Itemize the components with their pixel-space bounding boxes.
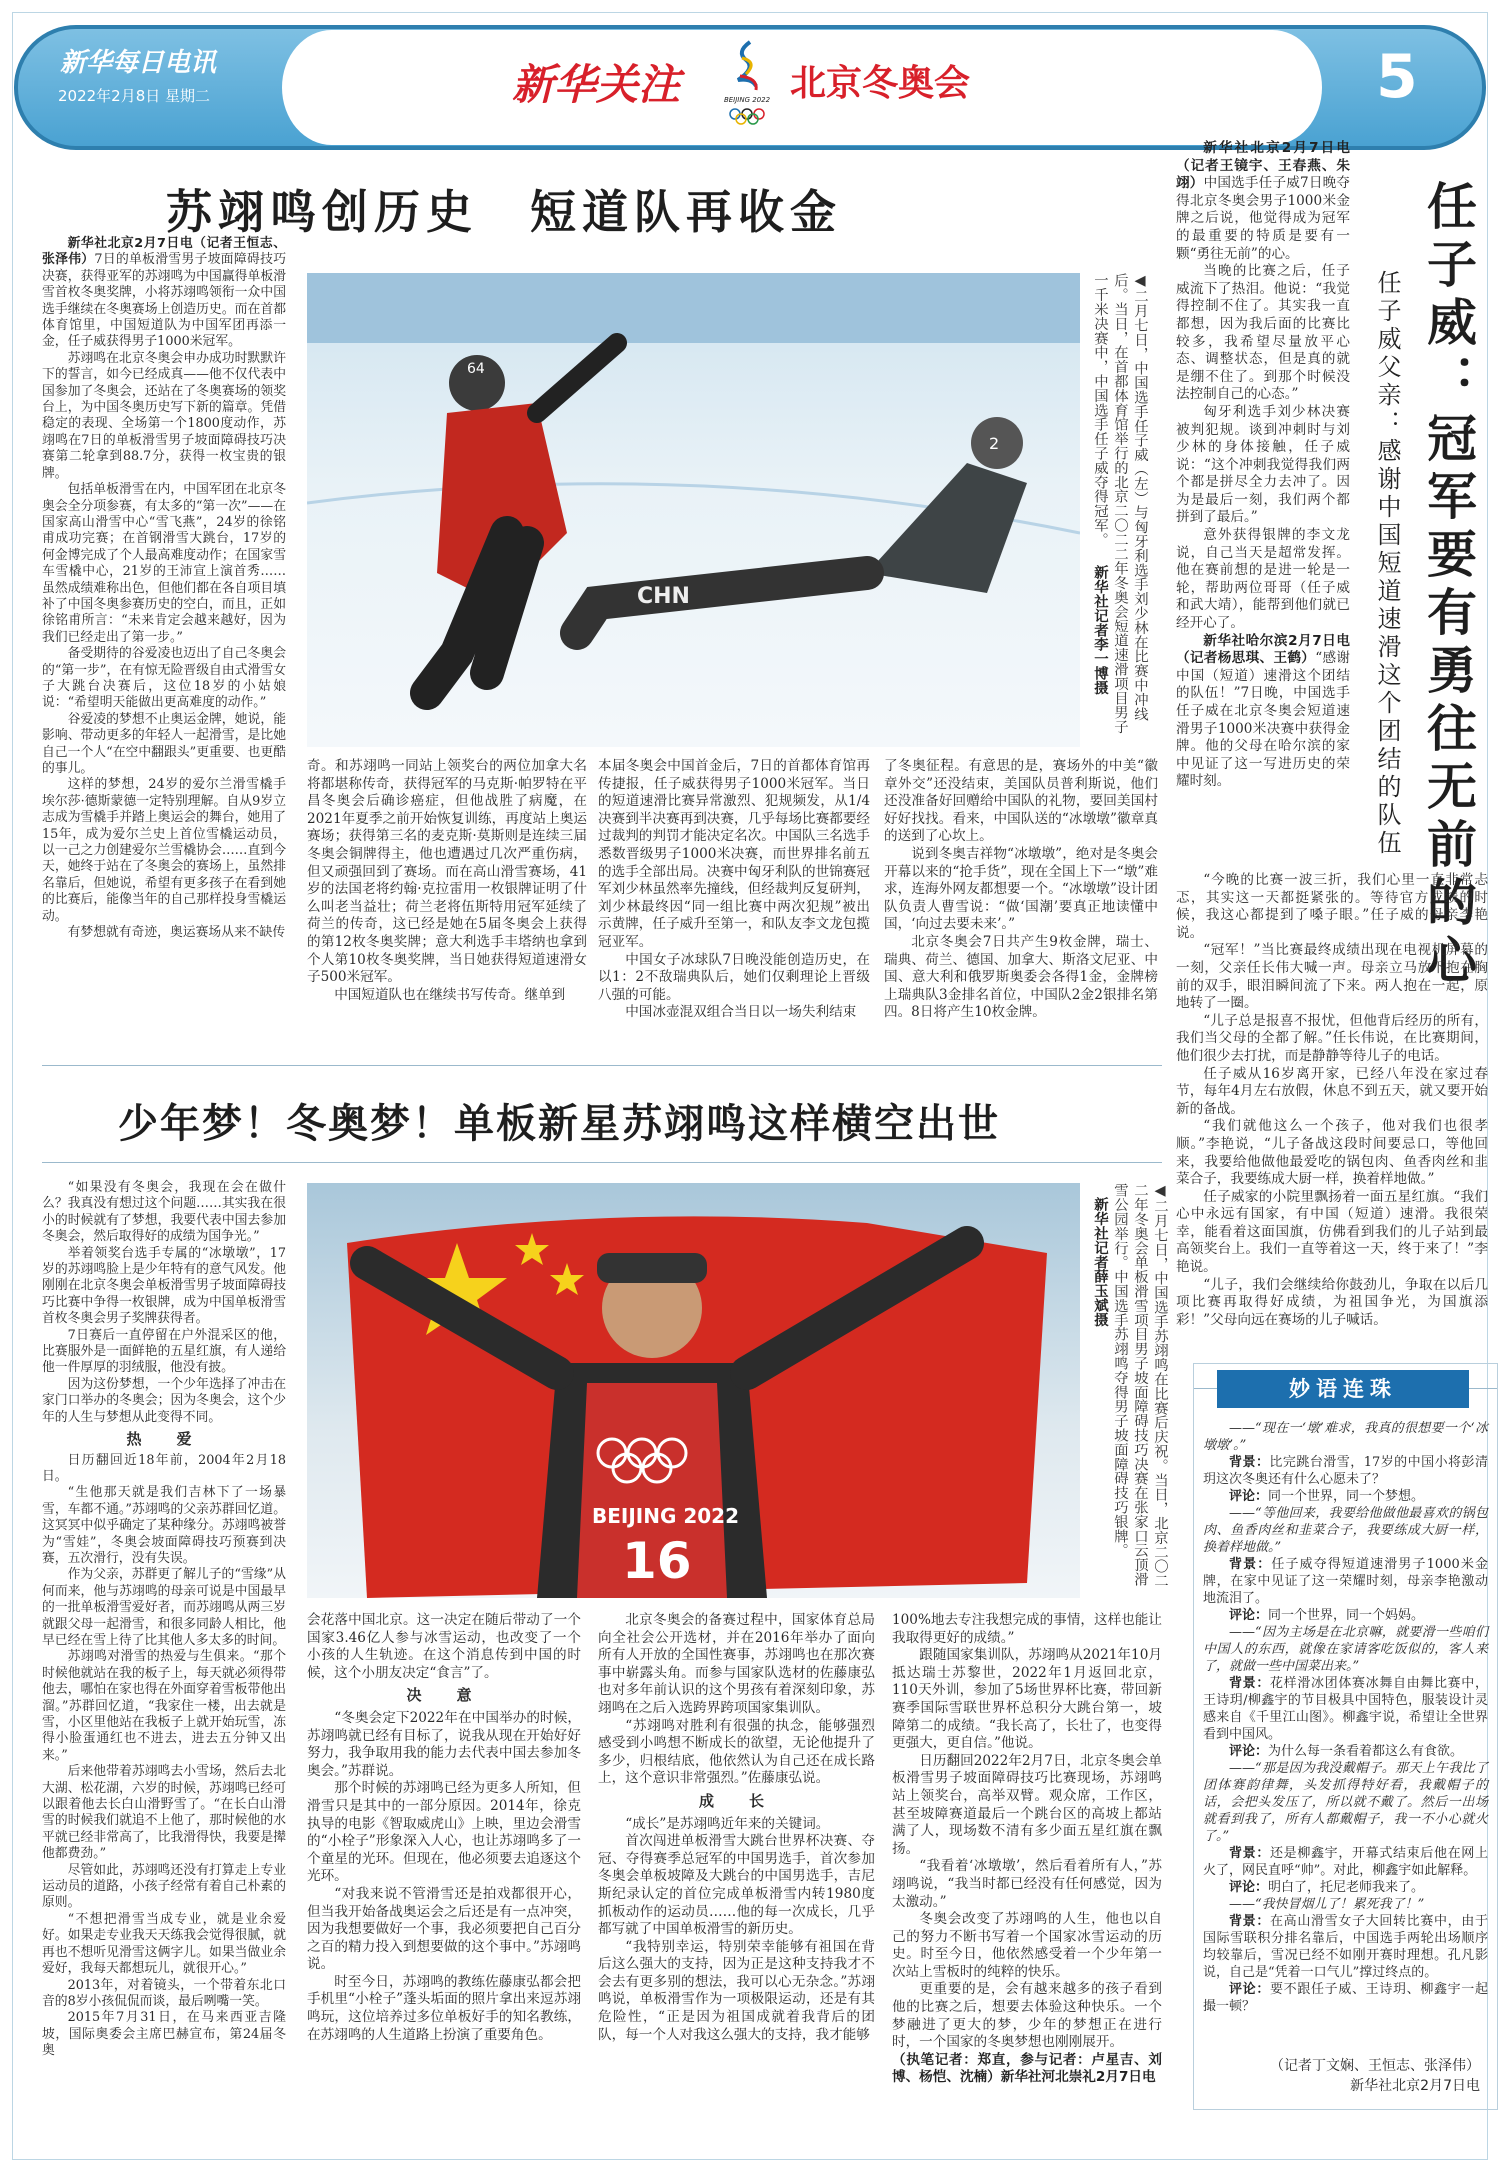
paragraph — [1176, 1118, 1488, 1188]
paragraph-text: “我看着‘冰墩墩’，然后看着所有人，”苏翊鸣说，“我当时都已经没有任何感觉，因为太激动。” — [892, 1858, 1162, 1910]
paragraph — [42, 482, 286, 646]
paragraph — [598, 1939, 875, 2045]
paragraph — [1203, 1743, 1488, 1760]
paragraph — [598, 1816, 875, 1834]
paragraph-text: 花样滑冰团体赛冰舞自由舞比赛中，王诗玥/柳鑫宇的节目极具中国特色，服装设计灵感来自《千里江山图》。柳鑫宇说，希望让全世界看到中国风。 — [1203, 1676, 1488, 1742]
paragraph-text: 那个时候的苏翊鸣已经为更多人所知，但滑雪只是其中的一部分原因。2014年，徐克执导的电影《智取威虎山》上映，里边会滑雪的“小栓子”形象深入人心，也让苏翊鸣多了一个童星的光环。但现在，他必须要去追逐这个光环。 — [307, 1780, 581, 1885]
paragraph-text: 中国女子冰球队7日晚没能创造历史，在以1：2不敌瑞典队后，她们仅剩理论上晋级八强的可能。 — [598, 951, 870, 1003]
lead-in: 评论： — [1229, 1744, 1269, 1759]
paragraph-text: 任子威从16岁离开家，已经八年没在家过春节，每年4月左右放假，休息不到五天，就又要开始新的备战。 — [1176, 1065, 1488, 1117]
paragraph-text: “成长”是苏翊鸣近年来的关键词。 — [625, 1815, 830, 1832]
paragraph-text: 中国冰壶混双组合当日以一场失利结束 — [625, 1004, 857, 1021]
paragraph — [42, 1377, 286, 1426]
lead-in: 新华社哈尔滨2月7日电（记者杨思琪、王鹤） — [1176, 632, 1350, 667]
dateline: 新华社北京2月7日电 — [1350, 2078, 1480, 2094]
suit-text: CHN — [637, 584, 690, 609]
paragraph-text: “如果没有冬奥会，我现在会在做什么？我真没有想过这个问题……其实我在很小的时候就有了梦想，我要代表中国去参加冬奥会，然后取得好的成绩为国争光。” — [42, 1180, 286, 1245]
paragraph — [884, 758, 1158, 846]
paragraph-text: 在高山滑雪女子大回转比赛中，由于国际雪联积分排名靠后，中国选手两轮出场顺序均较靠后，雪况已经不如刚开赛时理想。孔凡影说，自己是“凭着一口气儿”撑过终点的。 — [1203, 1914, 1488, 1980]
paragraph — [1203, 1454, 1488, 1488]
paragraph-text: 明白了，托尼老师我来了。 — [1268, 1880, 1425, 1895]
section-title: 北京冬奥会 — [790, 63, 971, 104]
photo-credit: 新华社记者薛玉斌摄 — [1092, 1197, 1108, 1327]
paragraph — [1203, 1488, 1488, 1505]
paragraph — [42, 1863, 286, 1912]
subheading: 热 爱 — [126, 1430, 202, 1449]
paragraph — [42, 1764, 286, 1862]
lead-in: 新华社北京2月7日电（记者王镜宇、王春燕、朱翊） — [1176, 140, 1350, 192]
paragraph — [42, 1180, 286, 1246]
paragraph-text: 苏翊鸣对滑雪的热爱与生俱来。“那个时候他就站在我的板子上，每天就必须得带他去，哪怕在家也得在外面穿着雪板带他出溜。”苏群回忆道，“我家住一楼，出去就是雪，小区里他站在我板子上就开始玩雪，冻得小脸蛋通红也不进去，进去五分钟又出来。” — [42, 1649, 286, 1763]
subheading: 成 长 — [698, 1791, 774, 1810]
lead-in: 评论： — [1229, 1608, 1269, 1623]
paragraph — [1176, 404, 1350, 527]
paragraph — [307, 758, 587, 987]
paragraph — [42, 1567, 286, 1649]
story3-column-2 — [307, 1612, 581, 2044]
paragraph-text: 2013年，对着镜头，一个带着东北口音的8岁小孩侃侃而谈，最后咧嘴一笑。 — [42, 1977, 286, 2009]
helmet-number: 2 — [989, 434, 1000, 453]
paragraph — [892, 1911, 1162, 1981]
story3-headline: 少年梦！冬奥梦！单板新星苏翊鸣这样横空出世 — [118, 1100, 1000, 1147]
paragraph-text: 7日的单板滑雪男子坡面障碍技巧决赛，获得亚军的苏翊鸣为中国赢得单板滑雪首枚冬奥奖牌，小将苏翊鸣领衔一众中国选手继续在冬奥赛场上创造历史。而在首都体育馆里，中国短道队为中国军团再添一金，任子威获得男子1000米冠军。 — [42, 252, 286, 350]
paragraph — [42, 1328, 286, 1377]
paragraph-text: 要不跟任子威、王诗玥、柳鑫宇一起撮一顿？ — [1203, 1982, 1488, 2014]
paragraph — [307, 1780, 581, 1886]
paragraph-text: 中国选手任子威7日晚夺得北京冬奥会男子1000米金牌之后说，他觉得成为冠军的最重要的特质是要有一颗“勇往无前”的心。 — [1176, 175, 1350, 262]
helmet-number: 64 — [467, 361, 485, 377]
story1-photo-short-track — [307, 273, 1080, 747]
paragraph — [598, 1833, 875, 1939]
lead-in: 评论： — [1229, 1489, 1269, 1504]
paragraph-text: 北京冬奥会7日共产生9枚金牌，瑞士、瑞典、荷兰、德国、加拿大、斯洛文尼亚、中国、意大利和俄罗斯奥委会各得1金，金牌榜上瑞典队3金排名首位，中国队2金2银排名第四。8日将产生10枚金牌。 — [884, 933, 1158, 1021]
section-brand: 新华关注 — [512, 60, 681, 109]
quotes-byline — [1240, 2056, 1480, 2096]
paragraph — [42, 925, 286, 941]
paragraph-text: 本届冬奥会中国首金后，7日的首都体育馆再传捷报，任子威获得男子1000米冠军。当日的短道速滑比赛异常激烈、犯规频发，从1/4决赛到半决赛再到决赛，几乎每场比赛都要经过裁判的判罚才能决定名次。中国队三名选手悉数晋级男子1000米决赛，而世界排名前五的选手全部出局。决赛中匈牙利队的世锦赛冠军刘少林虽然率先撞线，但经裁判反复研判，刘少林最终因“同一组比赛中两次犯规”被出示黄牌，任子威升至第一，和队友李文龙包揽冠亚军。 — [598, 758, 870, 950]
paragraph-text: 谷爱凌的梦想不止奥运金牌，她说，能影响、带动更多的年轻人一起滑雪，是比她自己一个人“在空中翻跟头”更重要、也更酷的事儿。 — [42, 711, 286, 776]
paragraph-text: “感谢中国（短道）速滑这个团结的队伍！”7日晚，中国选手任子威在北京冬奥会短道速滑男子1000米决赛中获得金牌。他的父母在哈尔滨的家中见证了这一写进历史的荣耀时刻。 — [1176, 650, 1351, 790]
story3-photo-caption — [1090, 1183, 1170, 1598]
paragraph — [1203, 1607, 1488, 1624]
paragraph — [42, 1485, 286, 1567]
paragraph — [42, 236, 286, 351]
bib-text: BEIJING 2022 — [592, 1504, 740, 1528]
emblem-text: BEIJING 2022 — [723, 96, 771, 104]
paragraph — [42, 1246, 286, 1328]
story1-column-4 — [884, 758, 1158, 1022]
paragraph-text: 首次闯进单板滑雪大跳台世界杯决赛、夺冠、夺得赛季总冠军的中国男选手，首次参加冬奥会单板坡障及大跳台的中国男选手，吉尼斯纪录认定的首位完成单板滑雪内转1980度抓板动作的运动员……他的每一次成长，几乎都写就了中国单板滑雪的新历史。 — [598, 1833, 875, 1938]
paragraph-text: 意外获得银牌的李文龙说，自己当天是超常发挥。他在赛前想的是进一轮是一轮，帮助两位哥哥（任子威和武大靖），能帮到他们就已经开心了。 — [1176, 527, 1350, 632]
paragraph — [598, 1004, 870, 1022]
paragraph — [598, 758, 870, 952]
paragraph-text: 因为这份梦想，一个少年选择了冲击在家门口举办的冬奥会；因为冬奥会，这个少年的人生与梦想从此变得不同。 — [42, 1376, 286, 1425]
paragraph-text: “生他那天就是我们吉林下了一场暴雪，车都不通。”苏翊鸣的父亲苏群回忆道。这冥冥中似乎确定了某种缘分。苏翊鸣被誉为“雪娃”，冬奥会坡面障碍技巧预赛到决赛，五次滑行，没有失误。 — [42, 1485, 286, 1566]
paragraph-text: 中国短道队也在继续书写传奇。继单到 — [334, 986, 566, 1003]
paragraph — [1176, 1066, 1488, 1119]
paragraph-text: 为什么每一条看着都这么有食欲。 — [1268, 1744, 1464, 1759]
lead-in: 评论： — [1229, 1880, 1269, 1895]
paragraph-text: 当晚的比赛之后，任子威流下了热泪。他说：“我觉得控制不住了。其实我一直都想，因为我后面的比赛比较多，我希望尽量放平心态、调整状态，但是真的就是绷不住了。到那个时候没法控制自己的心态。” — [1176, 263, 1350, 403]
paragraph — [307, 1886, 581, 1974]
paragraph — [42, 1912, 286, 1978]
paragraph: ——“等他回来，我要给他做他最喜欢的锅包肉、鱼香肉丝和韭菜合子，我要练成大厨一样，换着样地做。” — [1203, 1506, 1488, 1555]
page-number: 5 — [1376, 42, 1418, 112]
paragraph: ——“现在一‘墩’难求，我真的很想要一个‘冰墩墩’。” — [1203, 1421, 1488, 1453]
paragraph — [892, 1981, 1162, 2051]
paragraph-text: 会花落中国北京。这一决定在随后带动了一个国家3.46亿人参与冰雪运动，也改变了一个小孩的人生轨迹。在这个消息传到中国的时候，这个小朋友决定“食言”了。 — [307, 1612, 581, 1681]
paragraph-text: 任子威夺得短道速滑男子1000米金牌，在家中见证了这一荣耀时刻，母亲李艳激动地流泪了。 — [1203, 1557, 1488, 1606]
paragraph-text: “对我来说不管滑雪还是拍戏都很开心，但当我开始备战奥运会之后还是有一点冲突，因为我想要做好一个事，我必须要把自己百分之百的精力投入到想要做的这个事中。”苏翊鸣说。 — [307, 1885, 581, 1973]
paragraph-text: 同一个世界，同一个妈妈。 — [1268, 1608, 1425, 1623]
paragraph — [1203, 1913, 1488, 1981]
paragraph-text: 北京冬奥会的备赛过程中，国家体育总局向全社会公开选材，并在2016年举办了面向所有人开放的全国性赛事，苏翊鸣也在那次赛事中崭露头角。而参与国家队选材的佐藤康弘也对多年前认识的这个男孩有着深刻印象，苏翊鸣在之后入选跨界跨项国家集训队。 — [598, 1612, 875, 1716]
paragraph-text: 了冬奥征程。有意思的是，赛场外的中美“徽章外交”还没结束，美国队员普利斯说，他们还没准备好回赠给中国队的礼物，要回美国村好好找找。看来，中国队送的“冰墩墩”徽章真的送到了心坎上。 — [884, 758, 1158, 845]
paragraph-text: 任子威家的小院里飘扬着一面五星红旗。“我们心中永远有国家，有中国（短道）速滑。我很荣幸，能看着这面国旗，仿佛看到我们的儿子站到最高领奖台上。我们一直等着这一天，终于来了！”李艳说。 — [1176, 1188, 1488, 1276]
paragraph-text: 跟随国家集训队，苏翊鸣从2021年10月抵达瑞士苏黎世，2022年1月返回北京，110天外训，参加了5场世界杯比赛，带回新赛季国际雪联世界杯总积分大跳台第一，坡障第二的成绩。“我长高了，长壮了，也变得更强大，更自信。”他说。 — [892, 1647, 1162, 1752]
paragraph — [1203, 1879, 1488, 1896]
paragraph-text: 日历翻回近18年前，2004年2月18日。 — [42, 1452, 286, 1484]
paragraph-text: 7日赛后一直停留在户外混采区的他，比赛服外是一面鲜艳的五星红旗，有人递给他一件厚厚的羽绒服，他没有披。 — [42, 1327, 286, 1376]
paragraph-text: “儿子总是报喜不报忧，但他背后经历的所有，我们当父母的全都了解。”任长伟说，在比赛期间，他们很少去打扰，而是静静等待儿子的电话。 — [1176, 1012, 1488, 1064]
story2-wide-column — [1176, 872, 1488, 1329]
story3-column-3 — [598, 1612, 875, 2044]
paragraph-text: 同一个世界，同一个梦想。 — [1268, 1489, 1425, 1504]
lead-in: 背景： — [1229, 1557, 1272, 1572]
story1-column-3 — [598, 758, 870, 1022]
lead-in: （执笔记者：郑直，参与记者：卢星吉、刘博、杨恺、沈楠）新华社河北崇礼2月7日电 — [892, 2051, 1162, 2086]
paragraph — [1176, 1013, 1488, 1066]
paragraph — [42, 1453, 286, 1486]
paragraph-text: 举着领奖台选手专属的“冰墩墩”，17岁的苏翊鸣脸上是少年特有的意气风发。他刚刚在北京冬奥会单板滑雪男子坡面障碍技巧比赛中争得一枚银牌，成为中国单板滑雪首枚冬奥会男子奖牌获得者。 — [42, 1245, 286, 1327]
paragraph-text: “儿子，我们会继续给你鼓劲儿，争取在以后几项比赛再取得好成绩，为祖国争光，为国旗添彩！”父母向远在赛场的儿子喊话。 — [1176, 1276, 1488, 1328]
paragraph: ——“因为主场是在北京嘛，就要滑一些咱们中国人的东西，就像在家请客吃饭似的，客人来了，就做一些中国菜出来。” — [1203, 1625, 1488, 1674]
paragraph-text: 还是柳鑫宇，开幕式结束后他在网上火了，网民直呼“帅”。对此，柳鑫宇如此解释。 — [1203, 1846, 1488, 1878]
paragraph — [1176, 1277, 1488, 1330]
paragraph-text: 奇。和苏翊鸣一同站上领奖台的两位加拿大名将都堪称传奇，获得冠军的马克斯·帕罗特在平昌冬奥会后确诊癌症，但他战胜了病魔，在2021年夏季之前开始恢复训练，再度站上奥运赛场；获得第三名的麦克斯·莫斯则是连续三届冬奥会铜牌得主，他也遭遇过几次严重伤病，但又顽强回到了赛场。而在高山滑雪赛场，41岁的法国老将约翰·克拉雷用一枚银牌证明了什么叫老当益壮；荷兰老将伍斯特用冠军延续了荷兰的传奇，这已经是她在5届冬奥会上获得的第12枚冬奥奖牌；意大利选手丰塔纳也拿到个人第10枚冬奥奖牌，当日她获得短道速滑女子500米冠军。 — [307, 758, 587, 986]
beijing-2022-emblem-icon — [722, 38, 772, 138]
paragraph-text: 有梦想就有奇迹，奥运赛场从来不缺传 — [67, 925, 286, 941]
paragraph-text: 匈牙利选手刘少林决赛被判犯规。谈到冲刺时与刘少林的身体接触，任子威说：“这个冲刺我觉得我们两个都是拼尽全力去冲了。因为是最后一刻，我们两个都拼到了最后。” — [1176, 403, 1350, 526]
paragraph-text: 尽管如此，苏翊鸣还没有打算走上专业运动员的道路，小孩子经常有着自己朴素的原则。 — [42, 1862, 286, 1911]
quotes-title: 妙语连珠 — [1217, 1370, 1469, 1408]
paragraph — [884, 846, 1158, 934]
paragraph — [1203, 1675, 1488, 1743]
paragraph — [1203, 1845, 1488, 1879]
story3-photo-snowboarder-flag — [307, 1183, 1080, 1598]
lead-in: 背景： — [1229, 1846, 1270, 1861]
paragraph — [1203, 1556, 1488, 1607]
story1-column-1 — [42, 236, 286, 941]
story3-column-1 — [42, 1180, 286, 2060]
paragraph-text: “今晚的比赛一波三折，我们心里一直非常忐忑，其实这一天都挺紧张的。等待官方成绩的时候，我这心都提到了嗓子眼。”任子威的母亲李艳说。 — [1176, 872, 1488, 941]
paragraph-text: 100%地去专注我想完成的事情，这样也能让我取得更好的成绩。” — [892, 1612, 1162, 1646]
story3-column-4 — [892, 1612, 1162, 2087]
paragraph — [1176, 263, 1350, 404]
paragraph — [42, 351, 286, 482]
paragraph — [42, 646, 286, 712]
paragraph-text: 比完跳台滑雪，17岁的中国小将彭清玥这次冬奥还有什么心愿未了？ — [1203, 1455, 1488, 1487]
paragraph — [1203, 1981, 1488, 2015]
paragraph-text: 这样的梦想，24岁的爱尔兰滑雪橇手埃尔莎·德斯蒙德一定特别理解。自从9岁立志成为雪橇手并踏上奥运会的舞台，她用了15年，成为爱尔兰史上首位雪橇运动员，以一己之力创建爱尔兰雪橇协会……直到今天，她终于站在了冬奥会的赛场上，虽然排名靠后，但她说，希望有更多孩子在看到她的比赛后，能像当年的自己那样投身雪橇运动。 — [42, 777, 286, 924]
paragraph-text: “冠军！”当比赛最终成绩出现在电视机屏幕的一刻，父亲任长伟大喊一声。母亲立马放下抱在胸前的双手，眼泪瞬间流了下来。两人抱在一起，原地转了一圈。 — [1176, 942, 1488, 1012]
paragraph — [307, 1612, 581, 1682]
skater-right — [577, 417, 1027, 633]
lead-in: 背景： — [1229, 1676, 1270, 1691]
paragraph-text: 冬奥会改变了苏翊鸣的人生，他也以自己的努力不断书写着一个国家冰雪运动的历史。时至今日，他依然感受着一个少年第一次站上雪板时的纯粹的快乐。 — [892, 1911, 1162, 1980]
paragraph-text: 作为父亲，苏群更了解儿子的“雪缘”从何而来，他与苏翊鸣的母亲可说是中国最早的一批单板滑雪爱好者，而苏翊鸣从两三岁就跟父母一起滑雪，和很多同龄人相比，他早已经在雪上待了比其他人多太多的时间。 — [42, 1567, 286, 1648]
issue-date: 2022年2月8日 星期二 — [58, 87, 211, 105]
paragraph — [598, 1612, 875, 1718]
caption-text: ◀二月七日，中国选手苏翊鸣在比赛后庆祝。当日，北京二〇二二年冬奥会单板滑雪项目男子坡面障碍技巧决赛在张家口云顶滑雪公园举行。中国选手苏翊鸣夺得男子坡面障碍技巧银牌。 — [1112, 1183, 1168, 1588]
paragraph — [307, 1710, 581, 1780]
paragraph: ——“我快冒烟儿了！累死我了！” — [1229, 1897, 1425, 1912]
paragraph — [892, 1612, 1162, 1647]
paragraph-text: 时至今日，苏翊鸣的教练佐藤康弘都会把手机里“小栓子”蓬头垢面的照片拿出来逗苏翊鸣玩，这位培养过多位单板好手的知名教练，在苏翊鸣的人生道路上扮演了重要角色。 — [307, 1973, 581, 2043]
lead-in: 新华社北京2月7日电（记者王恒志、张泽伟） — [42, 236, 286, 268]
paragraph — [884, 934, 1158, 1022]
divider — [42, 1065, 1162, 1066]
paragraph — [1176, 633, 1350, 791]
paragraph — [1176, 872, 1488, 942]
paragraph: ——“那是因为我没戴帽子。那天上午我比了团体赛韵律舞，头发抓得特好看，我戴帽子的话，会把头发压了，所以就不戴了。然后一出场就看到我了，所有人都戴帽子，我一不小心就火了。” — [1203, 1761, 1488, 1844]
paragraph — [598, 952, 870, 1005]
story2-subtitle: 任子威父亲：感谢中国短道速滑这个团结的队伍 — [1373, 270, 1401, 858]
paragraph-text: 后来他带着苏翊鸣去小雪场，然后去北大湖、松花湖，六岁的时候，苏翊鸣已经可以跟着他去长白山滑野雪了。“在长白山滑雪的时候我们就追不上他了，那时候他的水平就已经非常高了，比我滑得快，我要是撵他都费劲。” — [42, 1764, 286, 1862]
paragraph — [42, 1649, 286, 1764]
paragraph — [42, 1978, 286, 2011]
story1-headline: 苏翊鸣创历史 短道队再收金 — [166, 185, 842, 239]
paragraph — [307, 987, 587, 1005]
paragraph-text: 备受期待的谷爱凌也迈出了自己冬奥会的“第一步”，在有惊无险晋级自由式滑雪女子大跳台决赛后，这位18岁的小姑娘说：“希望明天能做出更高难度的动作。” — [42, 646, 286, 711]
paragraph — [42, 2010, 286, 2059]
paragraph-text: “冬奥会定下2022年在中国举办的时候，苏翊鸣就已经有目标了，说我从现在开始好好努力，我争取用我的能力去代表中国去参加冬奥会。”苏群说。 — [307, 1709, 581, 1779]
subheading: 决 意 — [406, 1686, 482, 1705]
paragraph-text: “我们就他这么一个孩子，他对我们也很孝顺。”李艳说，“儿子备战这段时间要忌口，等他回来，我要给他做他最爱吃的锅包肉、鱼香肉丝和韭菜合子，我要练成大厨一样，换着样地做。” — [1176, 1118, 1488, 1188]
paragraph-text: “苏翊鸣对胜利有很强的执念，能够强烈感受到小鸣想不断成长的欲望，无论他提升了多少，归根结底，他依然认为自己还在成长路上，这个意识非常强烈。”佐藤康弘说。 — [598, 1717, 875, 1787]
caption-text: ◀二月七日，中国选手任子威（左）与匈牙利选手刘少林在比赛中冲线后。当日，在首都体育馆举行的北京二〇二二年冬奥会短道速滑项目男子一千米决赛中，中国选手任子威夺得冠军。 — [1092, 273, 1148, 734]
paragraph-text: 2015年7月31日，在马来西亚吉隆坡，国际奥委会主席巴赫宣布，第24届冬奥 — [42, 2010, 286, 2059]
paragraph — [42, 777, 286, 925]
paragraph — [598, 1718, 875, 1788]
paragraph — [892, 1858, 1162, 1911]
paragraph — [892, 1753, 1162, 1859]
paragraph-text: “不想把滑雪当成专业，就是业余爱好。如果走专业我天天练我会觉得很腻，就再也不想听见滑雪这俩字儿。如果当做业余爱好，我每天都想玩儿，就很开心。” — [42, 1911, 286, 1977]
paragraph — [1176, 1189, 1488, 1277]
paragraph-text: 日历翻回2022年2月7日，北京冬奥会单板滑雪男子坡面障碍技巧比赛现场，苏翊鸣站上领奖台，高举双臂。观众席，工作区，甚至坡障赛道最后一个跳台区的高坡上都站满了人，现场数不清有多少面五星红旗在飘扬。 — [892, 1752, 1162, 1857]
byline: （记者丁文娴、王恒志、张泽伟） — [1270, 2058, 1480, 2074]
paragraph-text: 苏翊鸣在北京冬奥会申办成功时默默许下的誓言，如今已经成真——他不仅代表中国参加了冬奥会，还站在了冬奥赛场的领奖台上，为中国冬奥历史写下新的篇章。凭借稳定的表现、全场第一个1800度动作，苏翊鸣在7日的单板滑雪男子坡面障碍技巧决赛第二轮拿到88.7分，获得一枚宝贵的银牌。 — [42, 350, 286, 481]
story2-narrow-column — [1176, 140, 1350, 791]
paragraph — [1176, 140, 1350, 263]
rink-boards — [307, 273, 1080, 343]
paragraph-text: 说到冬奥吉祥物“冰墩墩”，绝对是冬奥会开幕以来的“抢手货”，现在全国上下一“墩”难求，连海外网友都想要一个。“冰墩墩”设计团队负责人曹雪说：“做‘国潮’要真正地读懂中国，‘向过去要未来’。” — [884, 845, 1158, 933]
paragraph-text: “我特别幸运，特别荣幸能够有祖国在背后这么强大的支持，因为正是这种支持我才不会去有更多别的想法，我可以心无杂念。”苏翊鸣说，单板滑雪作为一项极限运动，还是有其危险性，“正是因为祖国成就着我背后的团队，每一个人对我这么强大的支持，我才能够 — [598, 1938, 875, 2043]
lead-in: 评论： — [1229, 1982, 1270, 1997]
paragraph-text: 包括单板滑雪在内，中国军团在北京冬奥会全分项参赛，有太多的“第一次”——在国家高山滑雪中心“雪飞燕”，24岁的徐铭甫成功完赛；在首钢滑雪大跳台，17岁的何金博完成了个人最高难度动作；在国家雪车雪橇中心，21岁的王沛宣上演首秀……虽然成绩难称出色，但他们都在各自项目填补了中国冬奥参赛历史的空白，而且，正如徐铭甫所言：“未来肯定会越来越好，因为我们已经走出了第一步。” — [42, 482, 286, 645]
lead-in: 背景： — [1229, 1455, 1270, 1470]
story2-title: 任子威：冠军要有勇往无前的心 — [1419, 180, 1478, 992]
olympic-rings-icon — [730, 109, 764, 124]
paragraph — [892, 2052, 1162, 2087]
lead-in: 背景： — [1229, 1914, 1270, 1929]
paragraph — [1176, 942, 1488, 1012]
divider — [42, 1162, 1162, 1163]
paragraph — [42, 712, 286, 778]
paragraph — [892, 1647, 1162, 1753]
paragraph — [307, 1974, 581, 2044]
story1-column-2 — [307, 758, 587, 1004]
story1-photo-caption — [1090, 273, 1150, 743]
photo-credit: 新华社记者李一博摄 — [1092, 565, 1108, 695]
bib-number: 16 — [622, 1532, 692, 1590]
paragraph — [1176, 527, 1350, 633]
paper-name: 新华每日电讯 — [60, 48, 217, 78]
paragraph-text: 更重要的是，会有越来越多的孩子看到他的比赛之后，想要去体验这种快乐。一个梦融进了更大的梦，少年的梦想正在进行时，一个国家的冬奥梦想也刚刚展开。 — [892, 1981, 1162, 2051]
quotes-list — [1203, 1420, 1488, 2015]
